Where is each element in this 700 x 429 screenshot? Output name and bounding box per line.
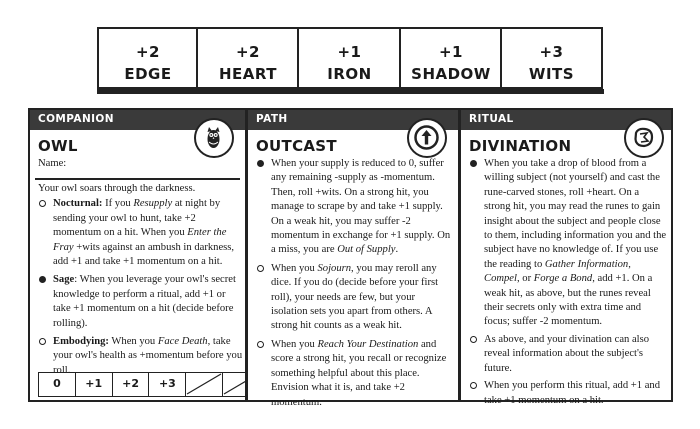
stat-wits	[500, 27, 603, 89]
ability-nocturnal: Nocturnal: If you Resupply at night by sending your owl to hunt, take +2 momentum on a hit. When you Enter the Fray +wits against an ambush in darkness, add +1 and take +1 momentum on a hit.	[38, 197, 243, 269]
divider	[35, 178, 240, 180]
path-ability-2: When you Sojourn, you may reroll any dice. If you do (decide before your first roll), your needs are few, but your isolation sets you apart from others. A strong hit counts as a weak hit.	[256, 262, 454, 334]
track-cell[interactable]: 0	[39, 373, 76, 396]
stat-label: SHADOW	[411, 65, 491, 83]
ability-checkbox[interactable]	[257, 265, 264, 272]
card-type-label: PATH	[256, 113, 288, 125]
card-title: OWL	[38, 137, 78, 155]
ability-checkbox[interactable]	[257, 341, 264, 348]
ritual-ability-2: As above, and your divination can also reveal information about the subject's future.	[469, 333, 667, 376]
health-track	[38, 372, 260, 397]
ability-checkbox[interactable]	[39, 338, 46, 345]
companion-intro: Your owl soars through the darkness.	[38, 183, 196, 194]
card-type-label: COMPANION	[38, 113, 114, 125]
path-card	[246, 108, 460, 408]
stat-heart	[196, 27, 300, 89]
ability-checkbox[interactable]	[39, 276, 46, 283]
track-cell[interactable]: +3	[149, 373, 186, 396]
stat-value: +2	[235, 43, 260, 61]
stat-label: HEART	[218, 65, 278, 83]
stat-iron	[297, 27, 402, 89]
card-title: DIVINATION	[469, 137, 572, 155]
owl-icon	[194, 118, 234, 158]
track-cell[interactable]: +1	[76, 373, 113, 396]
path-arrow-icon	[407, 118, 447, 158]
ability-embodying: Embodying: When you Face Death, take your owl's health as +momentum before you roll.	[38, 335, 243, 378]
stat-edge	[97, 27, 199, 89]
ability-checkbox[interactable]	[470, 336, 477, 343]
ritual-ability-1: When you take a drop of blood from a willing subject (not yourself) and cast the rune-carved stones, roll +heart. On a strong hit, you may read the runes to gain insight about the subject and people close to them, including information you and the subject have no knowledge of. If you use the reading to Gather Information, Compel, or Forge a Bond, add +1. On a weak hit, as above, but the runes reveal their secrets only with extra time and focus; suffer -2 momentum.	[469, 157, 667, 330]
ability-sage: Sage: When you leverage your owl's secret knowledge to perform a ritual, add +1 or take +1 momentum on a hit (decide before rolling).	[38, 273, 243, 331]
companion-name-label: Name:	[38, 158, 67, 169]
path-ability-1: When your supply is reduced to 0, suffer any remaining -supply as -momentum. Then, roll +wits. On a strong hit, you manage to scrape by and take +1 supply. On a weak hit, you may suffer -2 momentum in exchange for +1 supply. On a miss, you are Out of Supply.	[256, 157, 454, 258]
ability-checkbox[interactable]	[39, 200, 46, 207]
ability-checkbox[interactable]	[470, 382, 477, 389]
card-title: OUTCAST	[256, 137, 337, 155]
track-cell-blank[interactable]	[186, 373, 223, 396]
stat-shadow	[399, 27, 503, 89]
ritual-ability-3: When you perform this ritual, add +1 and take +1 momentum on a hit.	[469, 379, 667, 408]
stat-value: +1	[438, 43, 463, 61]
companion-card	[28, 108, 247, 402]
stat-value: +3	[539, 43, 564, 61]
ability-checkbox[interactable]	[257, 160, 264, 167]
stat-label: EDGE	[124, 65, 172, 83]
card-type-label: RITUAL	[469, 113, 514, 125]
track-cell[interactable]: +2	[113, 373, 150, 396]
ritual-card	[459, 108, 673, 406]
path-ability-3: When you Reach Your Destination and score a strong hit, you recall or recognize something helpful about this place. Envision what it is, and take +2 momentum.	[256, 338, 454, 410]
stat-label: WITS	[528, 65, 575, 83]
stat-label: IRON	[327, 65, 372, 83]
ability-checkbox[interactable]	[470, 160, 477, 167]
stat-value: +1	[337, 43, 362, 61]
rune-stone-icon	[624, 118, 664, 158]
stat-value: +2	[135, 43, 160, 61]
